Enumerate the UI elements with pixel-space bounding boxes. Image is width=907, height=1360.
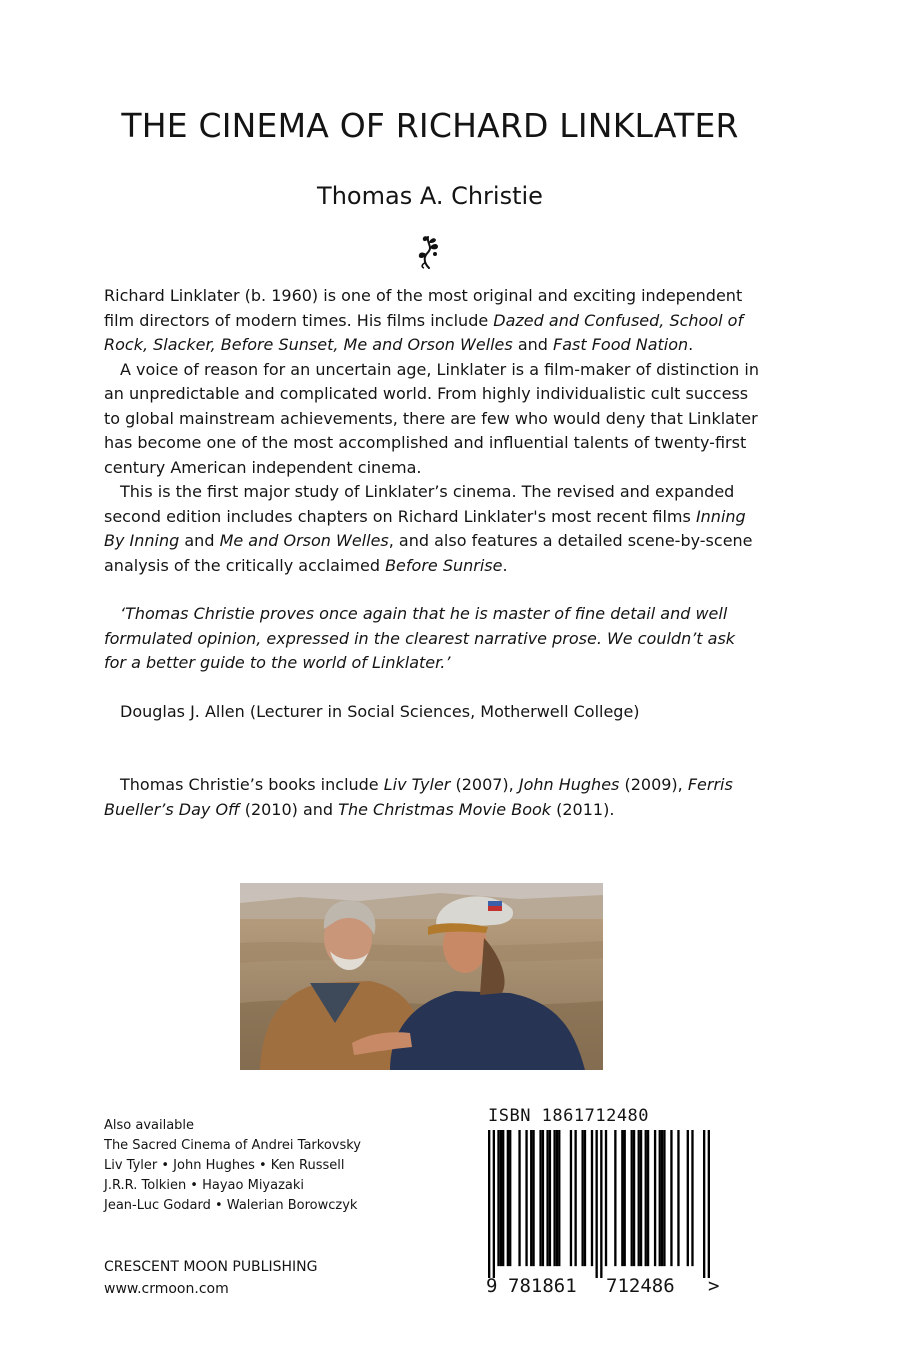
barcode-bar <box>691 1130 693 1266</box>
blurb-paragraph-2 <box>104 358 759 481</box>
text-run: (2011). <box>551 799 615 819</box>
barcode-bar <box>507 1130 509 1266</box>
barcode-bar <box>497 1130 499 1266</box>
text-run: A voice of reason for an uncertain age, Linklater is a film-maker of distinction in an unpredictable and complicated world. From highly individualistic cult success to global mainstream achievements, there are few who would deny that Linklater has become one of the most accomplished and influential talents of twenty-first century American independent cinema. <box>104 359 759 477</box>
barcode-bar <box>546 1130 548 1266</box>
isbn-digit-group: 9 <box>486 1275 498 1297</box>
author-other-books <box>104 773 759 822</box>
barcode-bar <box>488 1130 490 1278</box>
text-run: . <box>688 335 694 354</box>
barcode-bar <box>647 1130 649 1266</box>
text-run: Richard Linklater (b. 1960) is one of the most original and exciting independent film directors of modern times. His films include <box>104 286 743 330</box>
barcode-bar <box>670 1130 672 1266</box>
barcode-bar <box>518 1130 520 1266</box>
also-available-heading: Also available <box>104 1118 195 1133</box>
blurb-paragraph-1 <box>104 284 759 358</box>
barcode-bar <box>633 1130 635 1266</box>
text-run: . <box>502 555 508 575</box>
text-run: and <box>179 531 220 550</box>
isbn-digit-group: > <box>708 1275 720 1297</box>
barcode-bar <box>500 1130 502 1266</box>
italic-title-run: Ferris Bueller’s Day Off <box>104 775 733 819</box>
barcode-bar <box>659 1130 661 1266</box>
isbn-digit-group: 712486 <box>606 1275 675 1297</box>
book-title: THE CINEMA OF RICHARD LINKLATER <box>121 106 739 145</box>
barcode-bar <box>542 1130 544 1266</box>
text-run: and <box>512 335 554 354</box>
barcode-bar <box>600 1130 602 1278</box>
barcode-bar <box>703 1130 705 1278</box>
barcode-bar <box>549 1130 551 1266</box>
barcode-bar <box>574 1130 576 1266</box>
barcode-bar <box>638 1130 640 1266</box>
review-quote: ‘Thomas Christie proves once again that he is master of fine detail and well formulated opinion, expressed in the clearest narrative prose. We couldn’t ask for a better guide to the world of Linklater.’ <box>104 604 736 672</box>
blurb-paragraph-3 <box>104 480 759 578</box>
barcode-bar <box>539 1130 541 1266</box>
reviewer-attribution: Douglas J. Allen (Lecturer in Social Sciences, Motherwell College) <box>120 701 640 721</box>
barcode-bar <box>581 1130 583 1266</box>
barcode-bar <box>570 1130 572 1266</box>
barcode-bar <box>663 1130 665 1266</box>
publisher-url: www.crmoon.com <box>104 1281 229 1297</box>
text-run: Thomas Christie’s books include <box>120 775 384 794</box>
barcode-bar <box>605 1130 607 1266</box>
text-run: (2007), <box>450 775 519 794</box>
author-name: Thomas A. Christie <box>317 182 543 210</box>
barcode-bar <box>584 1130 586 1266</box>
italic-title-run: Liv Tyler <box>383 775 451 794</box>
barcode-bar <box>614 1130 616 1266</box>
italic-title-run: Before Sunrise <box>385 555 503 575</box>
barcode-bar <box>595 1130 597 1278</box>
italic-title-run: John Hughes <box>518 775 620 794</box>
isbn-digits <box>486 1275 726 1299</box>
also-available-line: The Sacred Cinema of Andrei Tarkovsky <box>104 1138 361 1153</box>
italic-title-run: Dazed and Confused, School of Rock, Slacker, Before Sunset, Me and Orson Welles <box>104 310 744 354</box>
barcode-bar <box>708 1130 710 1278</box>
barcode-bar <box>556 1130 558 1266</box>
barcode-bar <box>624 1130 626 1266</box>
also-available-line: Liv Tyler • John Hughes • Ken Russell <box>104 1158 345 1173</box>
publisher-block <box>104 1256 434 1300</box>
isbn-digit-group: 781861 <box>508 1275 577 1297</box>
text-run: This is the first major study of Linklater’s cinema. The revised and expanded second edition includes chapters on Richard Linklater's most recent films <box>104 482 735 526</box>
barcode-bar <box>677 1130 679 1266</box>
barcode-bar <box>509 1130 511 1266</box>
barcode-bar <box>661 1130 663 1266</box>
italic-title-run: Me and Orson Welles <box>219 531 389 550</box>
publisher-name: CRESCENT MOON PUBLISHING <box>104 1259 318 1275</box>
barcode-bar <box>591 1130 593 1266</box>
text-run: (2010) and <box>239 799 339 819</box>
italic-title-run: Inning By Inning <box>104 506 746 550</box>
isbn-label: ISBN 1861712480 <box>488 1106 650 1126</box>
barcode-bar <box>532 1130 534 1266</box>
back-cover-blurb <box>104 284 759 822</box>
barcode-bar <box>621 1130 623 1266</box>
text-run: (2009), <box>619 775 688 794</box>
italic-title-run: The Christmas Movie Book <box>338 799 552 819</box>
also-available-list <box>104 1116 434 1216</box>
barcode-bar <box>654 1130 656 1266</box>
barcode-bar <box>558 1130 560 1266</box>
barcode-bar <box>687 1130 689 1266</box>
barcode-bar <box>502 1130 504 1266</box>
barcode-bar <box>493 1130 495 1278</box>
barcode-bar <box>645 1130 647 1266</box>
isbn-barcode <box>488 1130 710 1278</box>
italic-title-run: Fast Food Nation <box>553 335 689 354</box>
text-run: , and also features a detailed scene-by-scene analysis of the critically acclaimed <box>104 531 753 575</box>
barcode-bar <box>553 1130 555 1266</box>
barcode-bar <box>640 1130 642 1266</box>
author-director-photo <box>240 883 603 1070</box>
barcode-bar <box>631 1130 633 1266</box>
barcode-bar <box>530 1130 532 1266</box>
floral-fleuron-icon <box>416 232 442 270</box>
also-available-line: J.R.R. Tolkien • Hayao Miyazaki <box>104 1178 305 1193</box>
also-available-line: Jean-Luc Godard • Walerian Borowczyk <box>104 1198 358 1213</box>
barcode-bar <box>525 1130 527 1266</box>
